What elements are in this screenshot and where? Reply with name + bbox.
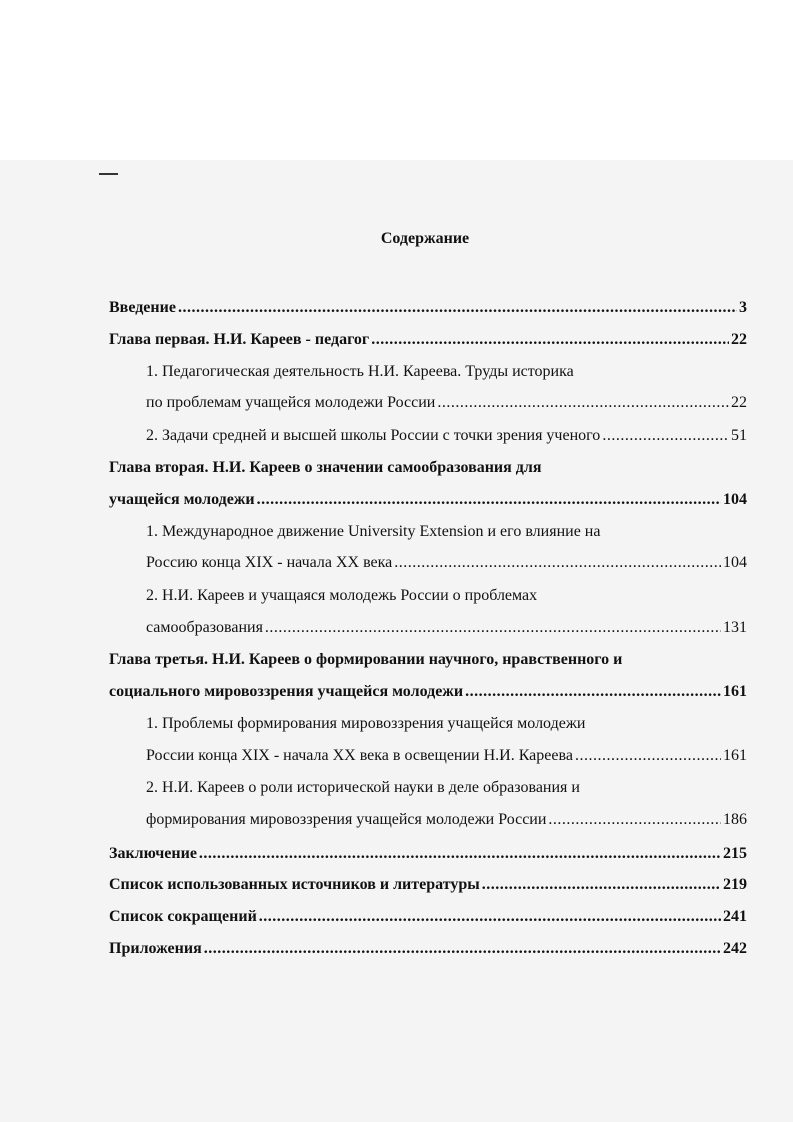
toc-entry-intro[interactable] [109, 296, 747, 320]
toc-entry-chapter-2[interactable] [109, 488, 747, 512]
toc-leader-dots [204, 937, 721, 961]
toc-entry-label: Глава первая. Н.И. Кареев - педагог [109, 331, 370, 348]
toc-entry-label: Приложения [109, 940, 202, 957]
toc-page-number: 104 [723, 491, 747, 508]
toc-leader-dots [437, 391, 729, 415]
toc-leader-dots [265, 616, 721, 640]
toc-page-number: 22 [731, 331, 747, 348]
toc-entry-sources[interactable] [109, 873, 747, 897]
toc-leader-dots [394, 551, 721, 575]
toc-page-number: 161 [723, 683, 747, 700]
toc-leader-dots [371, 328, 729, 352]
toc-leader-dots [548, 808, 721, 832]
toc-leader-dots [178, 296, 737, 320]
toc-entry-chapter-1-section-1-line-1: 1. Педагогическая деятельность Н.И. Кареева. Труды историка [146, 363, 574, 380]
toc-entry-chapter-2-section-2[interactable] [146, 616, 747, 640]
toc-leader-dots [602, 424, 729, 448]
toc-entry-chapter-2-section-2-line-1: 2. Н.И. Кареев и учащаяся молодежь России о проблемах [146, 587, 538, 604]
page-title: Содержание [380, 230, 470, 247]
toc-entry-label: самообразования [146, 619, 263, 636]
toc-entry-chapter-3-section-2-line-1: 2. Н.И. Кареев о роли исторической науки в деле образования и [146, 779, 580, 796]
toc-entry-chapter-2-line-1: Глава вторая. Н.И. Кареев о значении самообразования для [109, 459, 542, 476]
toc-leader-dots [575, 744, 721, 768]
toc-entry-abbreviations[interactable] [109, 905, 747, 929]
toc-page-number: 104 [723, 554, 747, 571]
toc-page-number: 215 [723, 845, 747, 862]
toc-entry-label: по проблемам учащейся молодежи России [146, 394, 436, 411]
toc-entry-label: Введение [109, 299, 176, 316]
toc-entry-chapter-3-section-1[interactable] [146, 744, 747, 768]
toc-entry-chapter-1-section-1[interactable] [146, 391, 747, 415]
toc-page-number: 242 [723, 940, 747, 957]
toc-entry-chapter-3-section-1-line-1: 1. Проблемы формирования мировоззрения учащейся молодежи [146, 715, 586, 732]
toc-page-number: 186 [723, 811, 747, 828]
toc-page-number: 51 [731, 427, 747, 444]
toc-entry-label: 2. Задачи средней и высшей школы России с точки зрения ученого [146, 427, 601, 444]
toc-entry-label: Список сокращений [109, 908, 257, 925]
scan-mark [99, 173, 118, 175]
toc-entry-label: учащейся молодежи [109, 491, 255, 508]
toc-page-number: 131 [723, 619, 747, 636]
toc-page-number: 161 [723, 747, 747, 764]
toc-entry-label: Заключение [109, 845, 197, 862]
toc-leader-dots [465, 680, 721, 704]
toc-leader-dots [257, 488, 721, 512]
toc-page-number: 22 [731, 394, 747, 411]
toc-entry-label: социального мировоззрения учащейся молодежи [109, 683, 464, 700]
toc-page-number: 3 [739, 299, 747, 316]
toc-entry-chapter-2-section-1[interactable] [146, 551, 747, 575]
toc-entry-chapter-3[interactable] [109, 680, 747, 704]
toc-entry-chapter-2-section-1-line-1: 1. Международное движение University Extension и его влияние на [146, 523, 601, 540]
toc-entry-chapter-3-section-2[interactable] [146, 808, 747, 832]
toc-entry-chapter-3-line-1: Глава третья. Н.И. Кареев о формировании научного, нравственного и [109, 651, 623, 668]
toc-leader-dots [259, 905, 721, 929]
toc-leader-dots [482, 873, 721, 897]
toc-page-number: 219 [723, 876, 747, 893]
toc-entry-chapter-1-section-2[interactable] [146, 424, 747, 448]
toc-entry-appendix[interactable] [109, 937, 747, 961]
toc-entry-label: России конца XIX - начала XX века в освещении Н.И. Кареева [146, 747, 573, 764]
toc-entry-label: Россию конца XIX - начала XX века [146, 554, 393, 571]
toc-entry-chapter-1[interactable] [109, 328, 747, 352]
toc-entry-label: Список использованных источников и литературы [109, 876, 480, 893]
toc-entry-conclusion[interactable] [109, 842, 747, 866]
toc-leader-dots [199, 842, 721, 866]
toc-page-number: 241 [723, 908, 747, 925]
toc-entry-label: формирования мировоззрения учащейся молодежи России [146, 811, 547, 828]
